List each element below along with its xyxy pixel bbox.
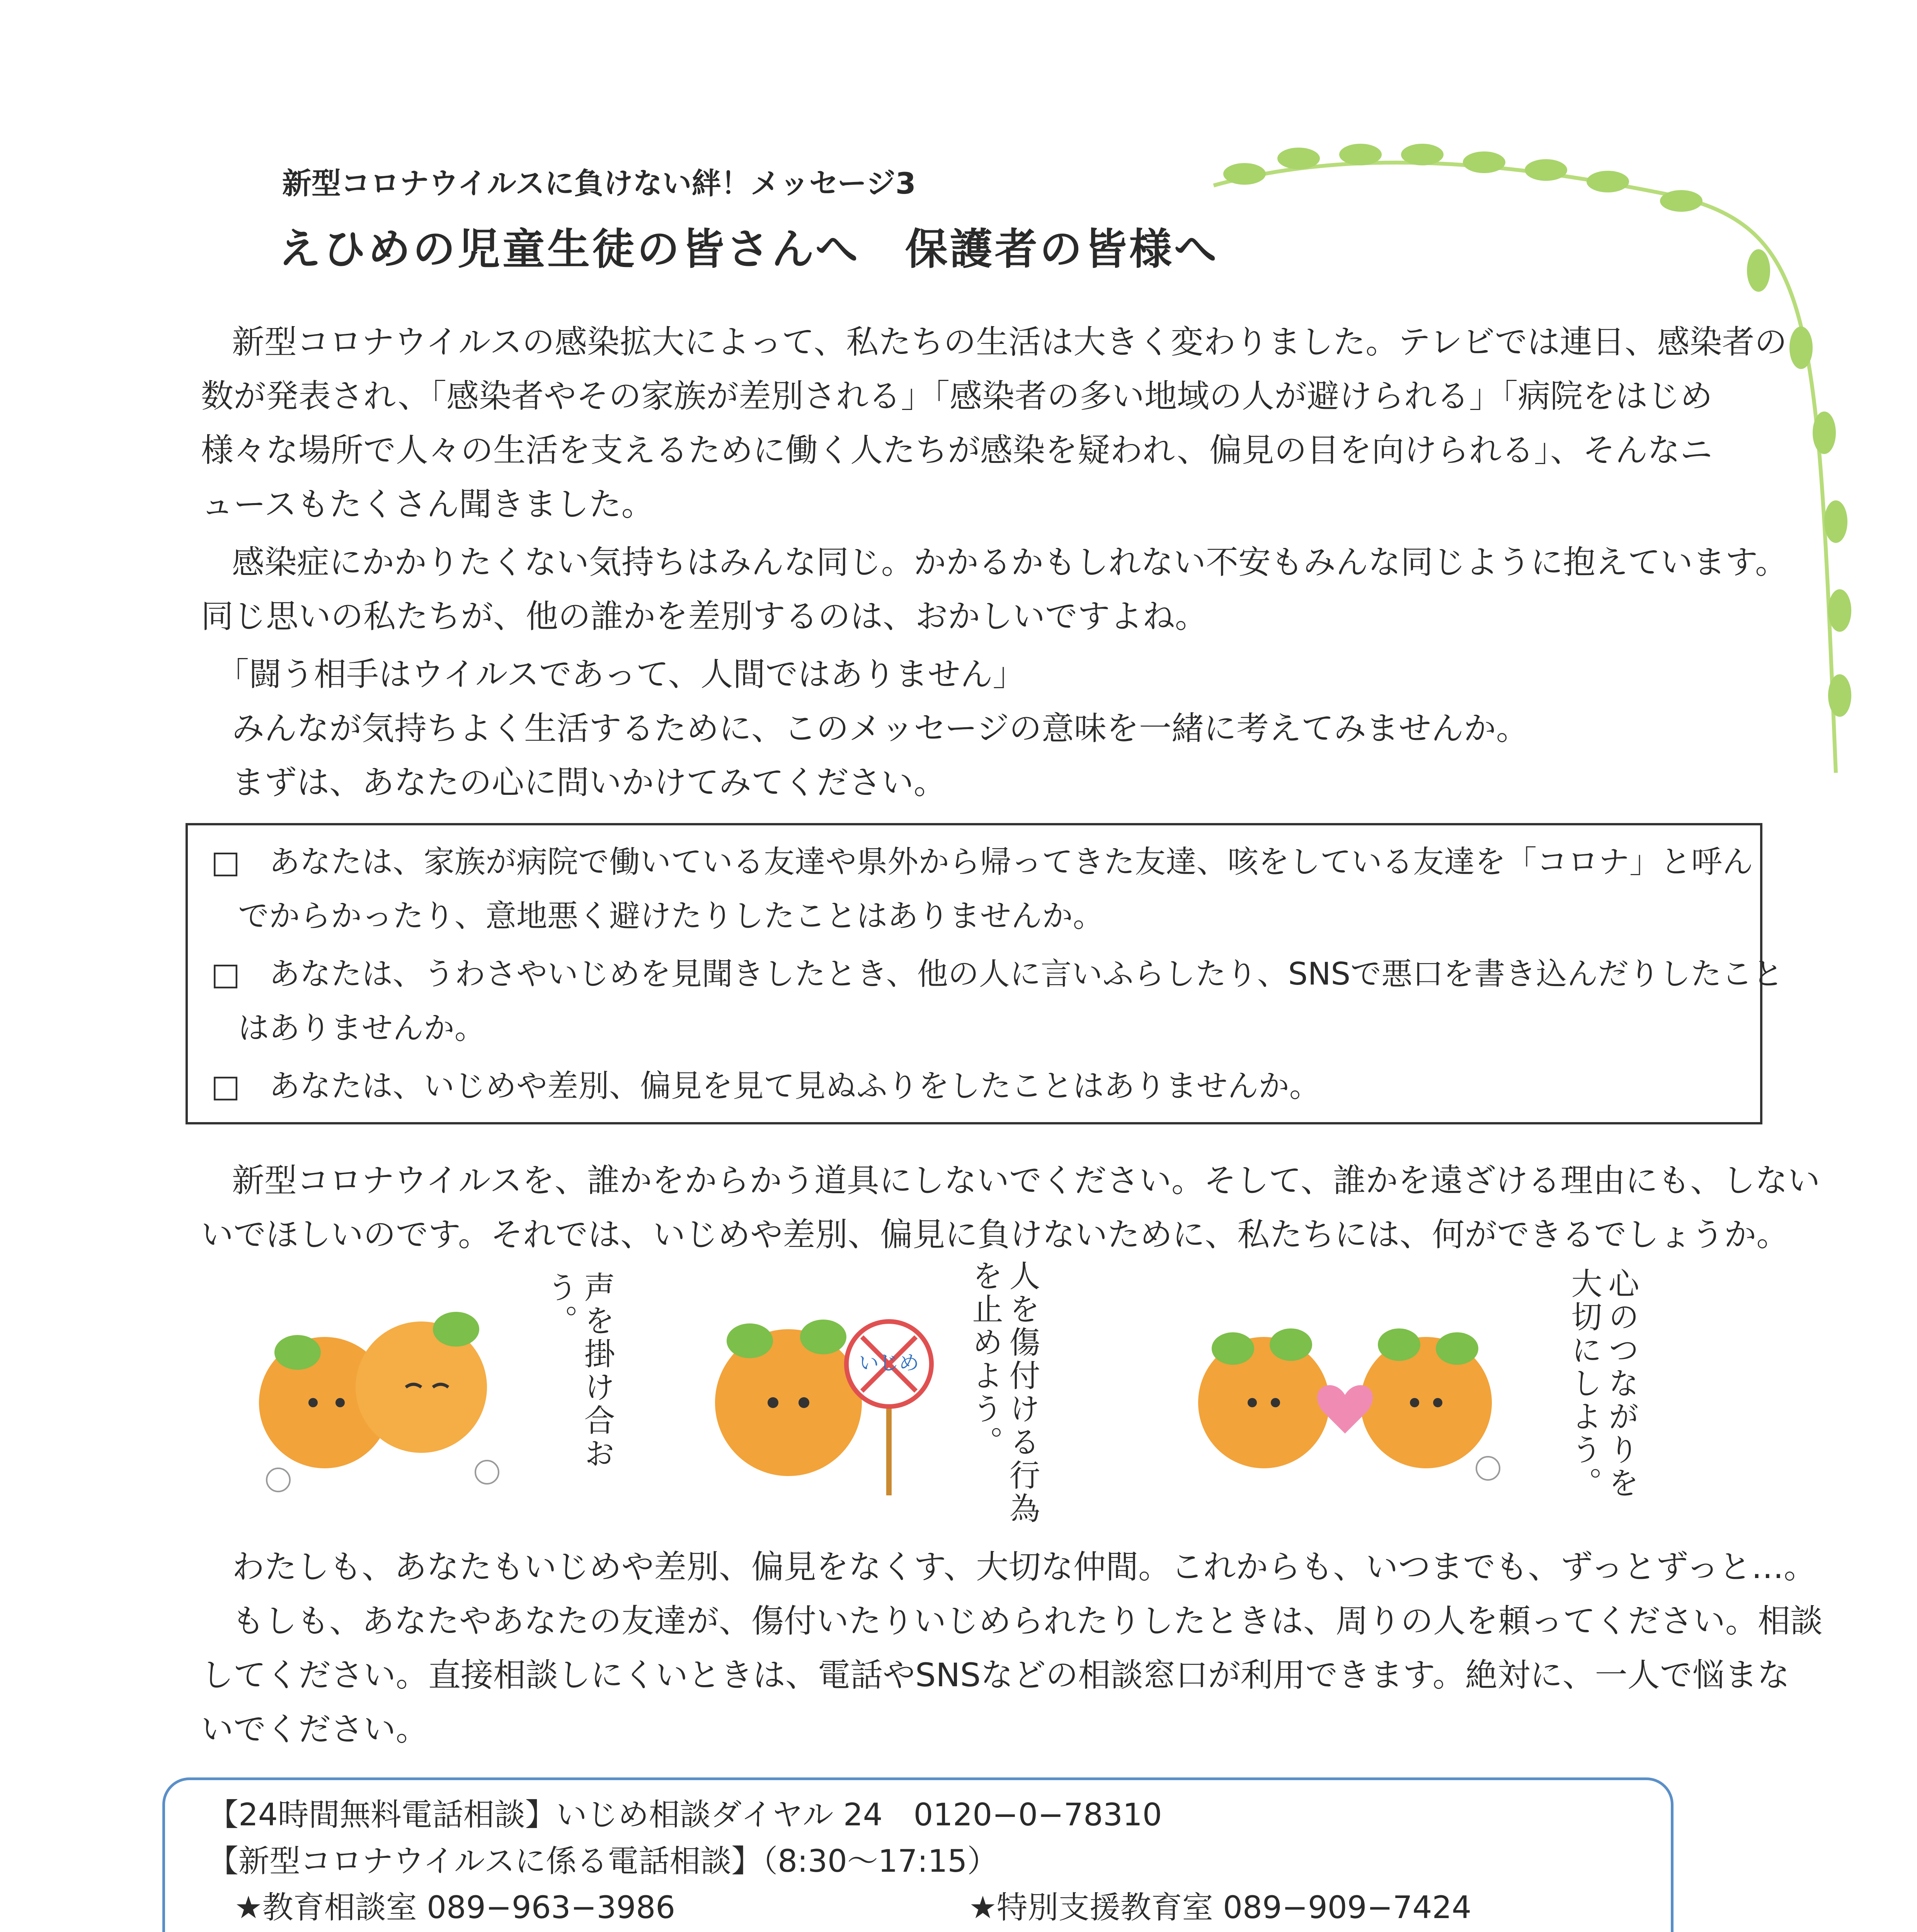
caption-stop-hurting: 人を傷付ける行為を止めよう。	[967, 1260, 1040, 1526]
middle-line: 新型コロナウイルスを、誰かをからかう道具にしないでください。そして、誰かを遠ざける理由にも、しない	[232, 1162, 1820, 1199]
hotline-24h: 【24時間無料電話相談】いじめ相談ダイヤル 24 0120−0−78310	[208, 1797, 1162, 1833]
intro-line: 数が発表され、「感染者やその家族が差別される」「感染者の多い地域の人が避けられる」「病院をはじめ	[201, 377, 1713, 415]
closing-line: いでください。	[201, 1710, 429, 1748]
intro-line: 同じ思いの私たちが、他の誰かを差別するのは、おかしいですよね。	[201, 597, 1208, 635]
checklist-item-1-line-2: でからかったり、意地悪く避けたりしたことはありませんか。	[238, 898, 1104, 934]
intro-line: 新型コロナウイルスの感染拡大によって、私たちの生活は大きく変わりました。テレビでは連日、感染者の	[232, 323, 1787, 361]
caption-value-bonds: 心のつながりを大切にしよう。	[1566, 1267, 1639, 1500]
intro-line: ュースもたくさん聞きました。	[201, 485, 654, 523]
closing-line: もしも、あなたやあなたの友達が、傷付いたりいじめられたりしたときは、周りの人を頼ってください。相談	[232, 1602, 1823, 1640]
mascots-heart-illustration	[1179, 1287, 1519, 1503]
special-support-office-phone: ★特別支援教育室 089−909−7424	[969, 1889, 1472, 1925]
checkbox-2[interactable]: □	[211, 956, 240, 992]
education-office-phone: ★教育相談室 089−963−3986	[235, 1889, 676, 1925]
page-title: えひめの児童生徒の皆さんへ 保護者の皆様へ	[278, 224, 1219, 274]
self-check-panel	[186, 823, 1784, 1124]
caption-call-out: 声を掛け合おう。	[542, 1271, 615, 1471]
closing-line: してください。直接相談しにくいときは、電話やSNSなどの相談窓口が利用できます。絶対に、一人で悩まな	[201, 1656, 1790, 1694]
intro-line: 感染症にかかりたくない気持ちはみんな同じ。かかるかもしれない不安もみんな同じように抱えています。	[232, 543, 1788, 581]
checkbox-3[interactable]: □	[211, 1068, 240, 1104]
no-bullying-sign-text: いじめ	[858, 1352, 919, 1375]
consultation-contacts-box	[162, 1777, 1674, 1932]
page-subtitle: 新型コロナウイルスに負けない絆！メッセージ3	[282, 166, 916, 201]
checklist-item-2-line-1: あなたは、うわさやいじめを見聞きしたとき、他の人に言いふらしたり、SNSで悪口を書き込んだりしたこと	[269, 956, 1784, 992]
intro-line: まずは、あなたの心に問いかけてみてください。	[232, 764, 947, 801]
intro-line: みんなが気持ちよく生活するために、このメッセージの意味を一緒に考えてみませんか。	[232, 709, 1529, 747]
middle-line: いでほしいのです。それでは、いじめや差別、偏見に負けないために、私たちには、何ができるでしょうか。	[201, 1216, 1789, 1253]
covid-phone-consult: 【新型コロナウイルスに係る電話相談】（8:30〜17:15）	[208, 1843, 998, 1879]
intro-line: 様々な場所で人々の生活を支えるために働く人たちが感染を疑われ、偏見の目を向けられる」、そんなニ	[201, 431, 1713, 469]
intro-line: 「闘う相手はウイルスであって、人間ではありません」	[216, 655, 1025, 693]
checkbox-1[interactable]: □	[211, 844, 240, 880]
checklist-item-3-line-1: あなたは、いじめや差別、偏見を見て見ぬふりをしたことはありませんか。	[269, 1068, 1320, 1104]
closing-line: わたしも、あなたもいじめや差別、偏見をなくす、大切な仲間。これからも、いつまでも、ずっとずっと…。	[232, 1548, 1817, 1586]
mascots-hugging-illustration	[240, 1287, 533, 1503]
mascot-stop-bullying-illustration	[696, 1287, 943, 1503]
checklist-item-2-line-2: はありませんか。	[238, 1010, 485, 1046]
checklist-item-1-line-1: あなたは、家族が病院で働いている友達や県外から帰ってきた友達、咳をしている友達を「コロナ」と呼ん	[269, 844, 1753, 880]
